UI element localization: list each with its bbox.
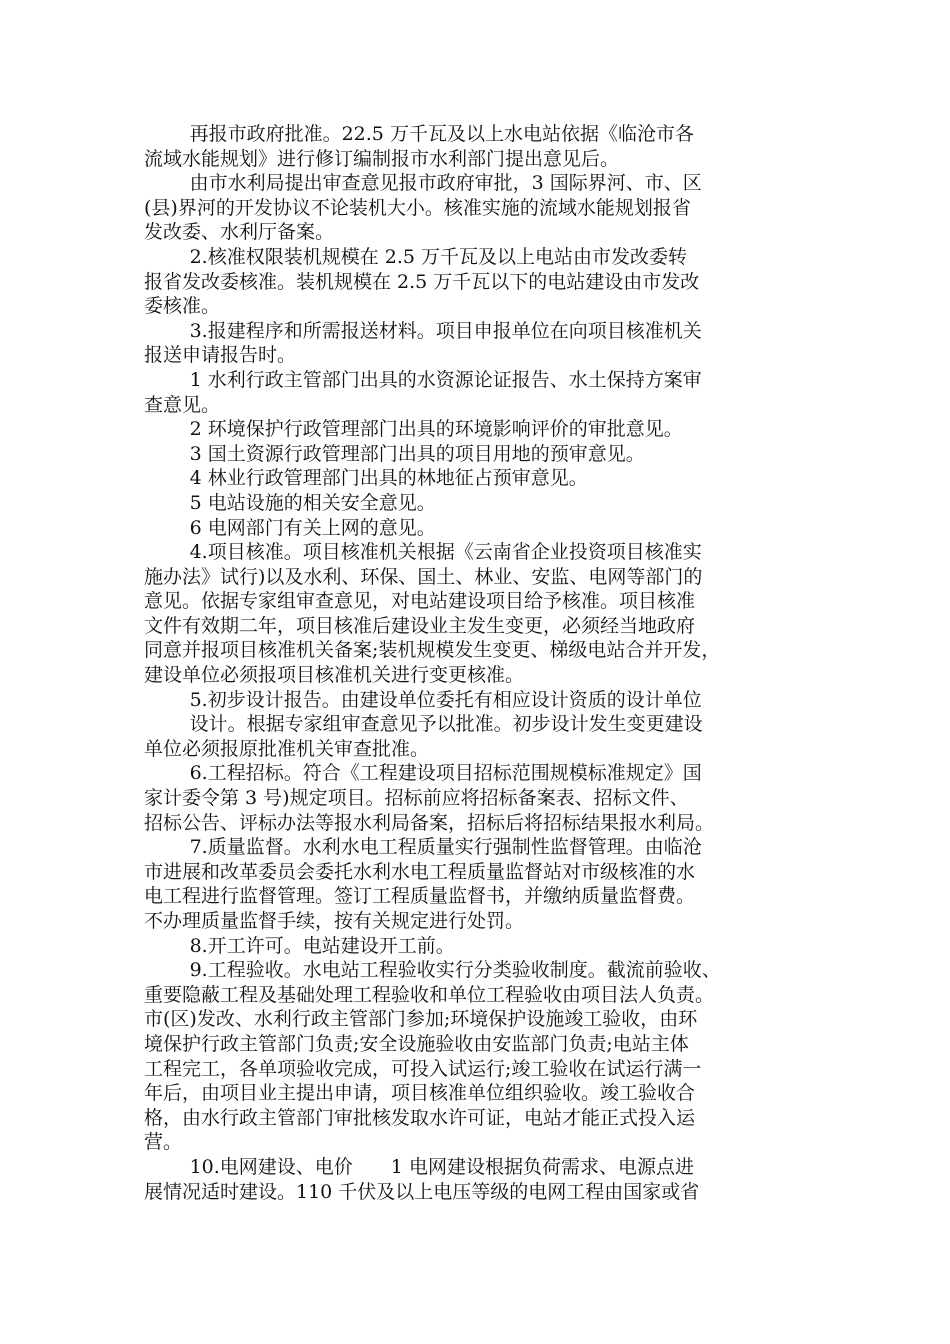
text-line: 2 环境保护行政管理部门出具的环境影响评价的审批意见。 <box>189 418 683 441</box>
text-line: 招标公告、评标办法等报水利局备案，招标后将招标结果报水利局。 <box>144 811 715 834</box>
text-line: 3.报建程序和所需报送材料。项目申报单位在向项目核准机关 <box>189 319 702 342</box>
text-line: 格，由水行政主管部门审批核发取水许可证，电站才能正式投入运 <box>144 1106 696 1129</box>
text-line: 市进展和改革委员会委托水利水电工程质量监督站对市级核准的水 <box>144 860 696 883</box>
text-line: 电工程进行监督管理。签订工程质量监督书，并缴纳质量监督费。 <box>144 885 696 908</box>
text-line: 报省发改委核准。装机规模在 2.5 万千瓦以下的电站建设由市发改 <box>144 270 700 293</box>
text-line: 单位必须报原批准机关审查批准。 <box>144 737 430 760</box>
text-line: 4 林业行政管理部门出具的林地征占预审意见。 <box>189 467 588 490</box>
text-line: 同意并报项目核准机关备案;装机规模发生变更、梯级电站合并开发， <box>144 639 721 662</box>
text-line: 年后，由项目业主提出申请，项目核准单位组织验收。竣工验收合 <box>144 1082 696 1105</box>
text-line: 查意见。 <box>144 393 221 416</box>
text-line: 再报市政府批准。22.5 万千瓦及以上水电站依据《临沧市各 <box>189 123 694 145</box>
text-line: 工程完工，各单项验收完成，可投入试运行;竣工验收在试运行满一 <box>144 1057 702 1080</box>
text-line: 10.电网建设、电价 1 电网建设根据负荷需求、电源点进 <box>189 1155 694 1178</box>
text-line: 市(区)发改、水利行政主管部门参加;环境保护设施竣工验收，由环 <box>144 1008 698 1031</box>
text-line: 7.质量监督。水利水电工程质量实行强制性监督管理。由临沧 <box>189 836 702 859</box>
text-line: 4.项目核准。项目核准机关根据《云南省企业投资项目核准实 <box>189 541 702 564</box>
text-line: 报送申请报告时。 <box>144 344 297 367</box>
text-line: 家计委令第 3 号)规定项目。招标前应将招标备案表、招标文件、 <box>144 787 689 810</box>
text-line: 5.初步设计报告。由建设单位委托有相应设计资质的设计单位 <box>189 688 702 711</box>
text-line: (县)界河的开发协议不论装机大小。核准实施的流域水能规划报省 <box>144 196 691 219</box>
text-line: 3 国土资源行政管理部门出具的项目用地的预审意见。 <box>189 442 645 465</box>
text-line: 建设单位必须报项目核准机关进行变更核准。 <box>144 664 525 687</box>
text-line: 由市水利局提出审查意见报市政府审批，3 国际界河、市、区 <box>189 172 702 195</box>
text-line: 6.工程招标。符合《工程建设项目招标范围规模标准规定》国 <box>189 762 702 785</box>
document-body <box>144 122 808 1204</box>
text-line: 1 水利行政主管部门出具的水资源论证报告、水土保持方案审 <box>189 368 702 391</box>
text-line: 文件有效期二年，项目核准后建设业主发生变更，必须经当地政府 <box>144 614 696 637</box>
text-line: 境保护行政主管部门负责;安全设施验收由安监部门负责;电站主体 <box>144 1032 689 1055</box>
text-line: 9.工程验收。水电站工程验收实行分类验收制度。截流前验收、 <box>189 959 721 982</box>
text-line: 6 电网部门有关上网的意见。 <box>189 516 436 539</box>
text-line: 营。 <box>144 1131 183 1154</box>
text-line: 2.核准权限装机规模在 2.5 万千瓦及以上电站由市发改委转 <box>189 245 688 268</box>
text-line: 委核准。 <box>144 295 221 318</box>
text-line: 重要隐蔽工程及基础处理工程验收和单位工程验收由项目法人负责。 <box>144 983 715 1006</box>
text-line: 施办法》试行)以及水利、环保、国土、林业、安监、电网等部门的 <box>144 565 703 588</box>
text-line: 5 电站设施的相关安全意见。 <box>189 491 436 514</box>
text-line: 展情况适时建设。110 千伏及以上电压等级的电网工程由国家或省 <box>144 1180 700 1203</box>
text-line: 8.开工许可。电站建设开工前。 <box>189 934 455 957</box>
text-line: 意见。依据专家组审查意见，对电站建设项目给予核准。项目核准 <box>144 590 696 613</box>
text-line: 发改委、水利厅备案。 <box>144 221 335 244</box>
text-line: 设计。根据专家组审查意见予以批准。初步设计发生变更建设 <box>189 713 703 736</box>
text-line: 不办理质量监督手续，按有关规定进行处罚。 <box>144 910 525 932</box>
text-line: 流域水能规划》进行修订编制报市水利部门提出意见后。 <box>144 147 620 170</box>
